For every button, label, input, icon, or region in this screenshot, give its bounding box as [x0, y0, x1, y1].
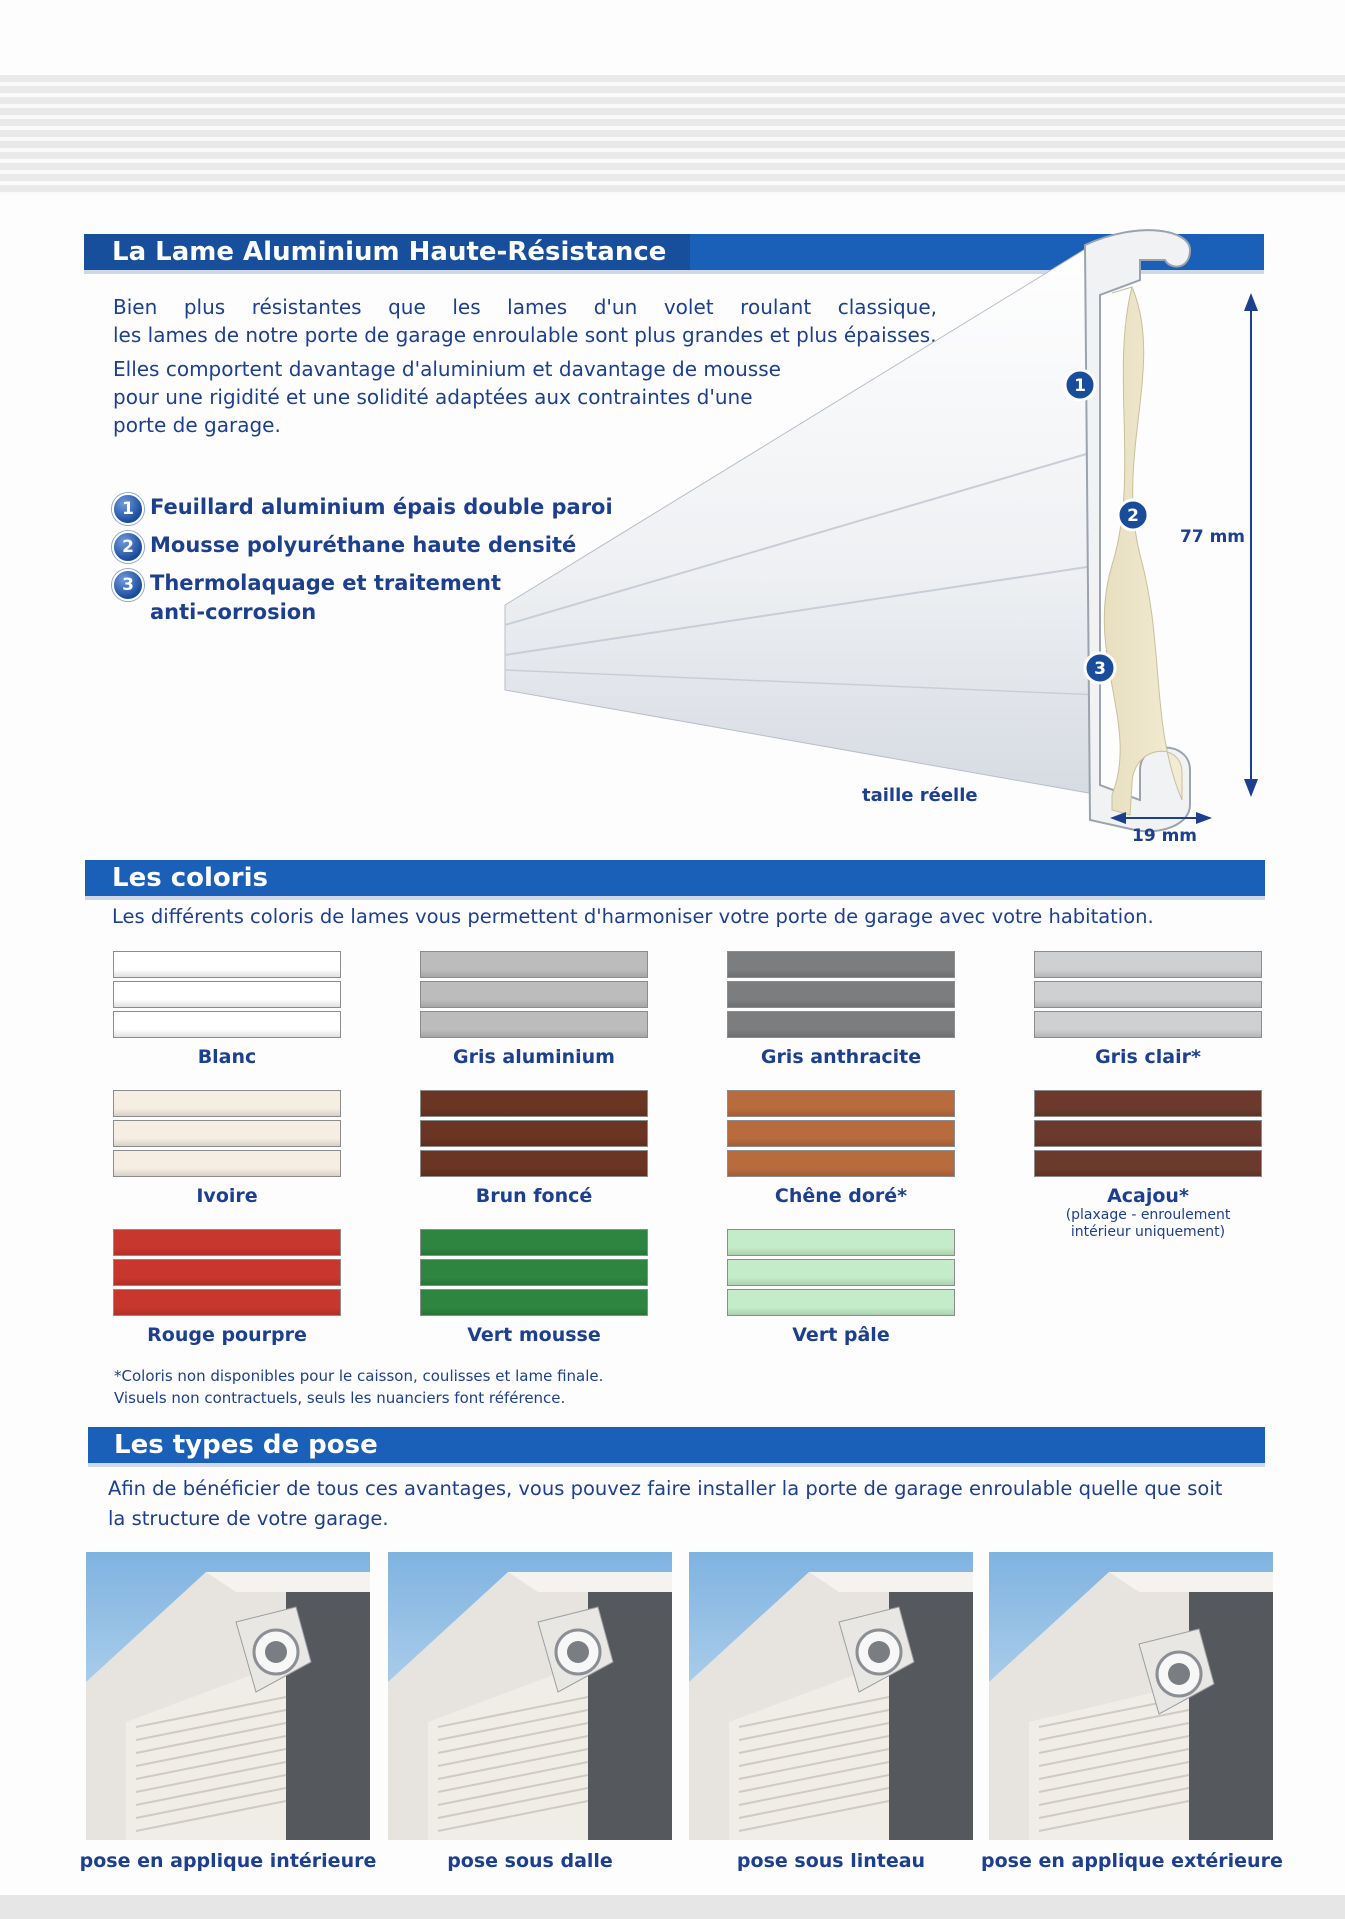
pose-photo-0 — [86, 1552, 370, 1840]
swatch-7 — [1034, 1090, 1262, 1241]
swatch-5 — [420, 1090, 648, 1207]
svg-text:2: 2 — [1127, 506, 1139, 526]
swatch-slat — [113, 981, 341, 1008]
pose-caption-2: pose sous linteau — [736, 1850, 926, 1872]
section-title-bar-coloris — [85, 860, 1265, 896]
swatch-slat — [113, 1090, 341, 1117]
svg-text:1: 1 — [1074, 376, 1086, 396]
swatch-slat — [727, 1150, 955, 1177]
feature-text-1: Feuillard aluminium épais double paroi — [150, 495, 613, 519]
swatch-label: Vert mousse — [467, 1324, 601, 1346]
swatch-slat — [727, 1120, 955, 1147]
swatch-slat — [1034, 1090, 1262, 1117]
swatch-slat — [420, 1289, 648, 1316]
swatch-6 — [727, 1090, 955, 1207]
swatch-slat — [1034, 1011, 1262, 1038]
swatch-slat — [727, 951, 955, 978]
swatch-label: Rouge pourpre — [147, 1324, 307, 1346]
swatch-sublabel: (plaxage - enroulement — [1065, 1207, 1231, 1223]
pose-intro-line-1: Afin de bénéficier de tous ces avantages, vous pouvez faire installer la porte de garage enroulable quelle que soit — [108, 1477, 1223, 1500]
scale-label: taille réelle — [862, 785, 978, 806]
pose-photo-3 — [989, 1552, 1273, 1840]
intro2-line-2: pour une rigidité et une solidité adaptées aux contraintes d'une — [113, 385, 753, 409]
swatch-slat — [727, 1229, 955, 1256]
svg-text:3: 3 — [1094, 659, 1106, 679]
swatch-0 — [113, 951, 341, 1068]
intro-line-2: les lames de notre porte de garage enroulable sont plus grandes et plus épaisses. — [113, 323, 937, 347]
section-title-bar-pose — [88, 1427, 1265, 1463]
section-title-coloris: Les coloris — [112, 863, 268, 893]
swatch-slat — [1034, 951, 1262, 978]
swatch-1 — [420, 951, 648, 1068]
swatch-slat — [420, 1120, 648, 1147]
swatch-label: Acajou* — [1107, 1185, 1189, 1207]
note-line-1: *Coloris non disponibles pour le caisson, coulisses et lame finale. — [114, 1367, 604, 1385]
swatch-slat — [1034, 1120, 1262, 1147]
feature-text-2: Mousse polyuréthane haute densité — [150, 533, 577, 557]
swatch-slat — [1034, 981, 1262, 1008]
swatch-slat — [727, 981, 955, 1008]
swatch-slat — [420, 1229, 648, 1256]
section-title-pose: Les types de pose — [114, 1430, 378, 1460]
feature-text-3: Thermolaquage et traitement — [150, 571, 502, 595]
intro2-line-3: porte de garage. — [113, 413, 281, 437]
swatch-label: Ivoire — [196, 1185, 258, 1207]
swatch-slat — [113, 1011, 341, 1038]
swatch-slat — [727, 1289, 955, 1316]
swatch-label: Vert pâle — [792, 1324, 890, 1346]
swatch-2 — [727, 951, 955, 1068]
swatch-slat — [113, 1289, 341, 1316]
swatch-slat — [420, 951, 648, 978]
swatch-slat — [420, 1011, 648, 1038]
swatch-slat — [113, 1120, 341, 1147]
swatch-label: Blanc — [197, 1046, 257, 1068]
swatch-slat — [113, 951, 341, 978]
coloris-note — [114, 1365, 603, 1409]
swatch-label: Gris clair* — [1095, 1046, 1201, 1068]
swatch-slat — [727, 1090, 955, 1117]
swatch-label: Brun foncé — [475, 1185, 593, 1207]
swatch-label: Chêne doré* — [774, 1185, 908, 1207]
width-label: 19 mm — [1132, 826, 1198, 846]
swatch-slat — [420, 1150, 648, 1177]
pose-photo-1 — [388, 1552, 672, 1840]
swatch-slat — [113, 1229, 341, 1256]
pose-caption-3: pose en applique extérieure — [981, 1850, 1283, 1872]
swatch-slat — [727, 1259, 955, 1286]
swatch-9 — [420, 1229, 648, 1346]
header-stripes — [0, 75, 1345, 195]
pose-caption-0: pose en applique intérieure — [79, 1850, 377, 1872]
swatch-8 — [113, 1229, 341, 1346]
swatch-3 — [1034, 951, 1262, 1068]
footer-band — [0, 1895, 1345, 1919]
swatch-slat — [420, 981, 648, 1008]
number-badge-1: 1 — [112, 493, 144, 525]
swatch-sublabel: intérieur uniquement) — [1070, 1224, 1226, 1240]
pose-caption-1: pose sous dalle — [447, 1850, 613, 1872]
intro2-line-1: Elles comportent davantage d'aluminium et davantage de mousse — [113, 357, 781, 381]
pose-intro-line-2: la structure de votre garage. — [108, 1507, 389, 1530]
swatch-slat — [420, 1259, 648, 1286]
swatch-4 — [113, 1090, 341, 1207]
swatch-slat — [113, 1259, 341, 1286]
slat-illustration — [500, 225, 1260, 845]
swatch-slat — [727, 1011, 955, 1038]
number-badge-2: 2 — [112, 531, 144, 563]
pose-photo-2 — [689, 1552, 973, 1840]
coloris-intro: Les différents coloris de lames vous permettent d'harmoniser votre porte de garage avec votre habitation. — [112, 905, 1154, 928]
note-line-2: Visuels non contractuels, seuls les nuanciers font référence. — [114, 1389, 566, 1407]
swatch-label: Gris anthracite — [760, 1046, 922, 1068]
height-label: 77 mm — [1180, 527, 1246, 547]
number-badge-3: 3 — [112, 569, 144, 601]
intro-line-1: Bien plus résistantes que les lames d'un volet roulant classique, — [113, 295, 937, 319]
swatch-slat — [420, 1090, 648, 1117]
swatch-slat — [113, 1150, 341, 1177]
swatch-slat — [1034, 1150, 1262, 1177]
section-title-lame: La Lame Aluminium Haute-Résistance — [84, 234, 690, 270]
feature-text-3b: anti-corrosion — [150, 600, 317, 624]
swatch-10 — [727, 1229, 955, 1346]
swatch-label: Gris aluminium — [453, 1046, 615, 1068]
